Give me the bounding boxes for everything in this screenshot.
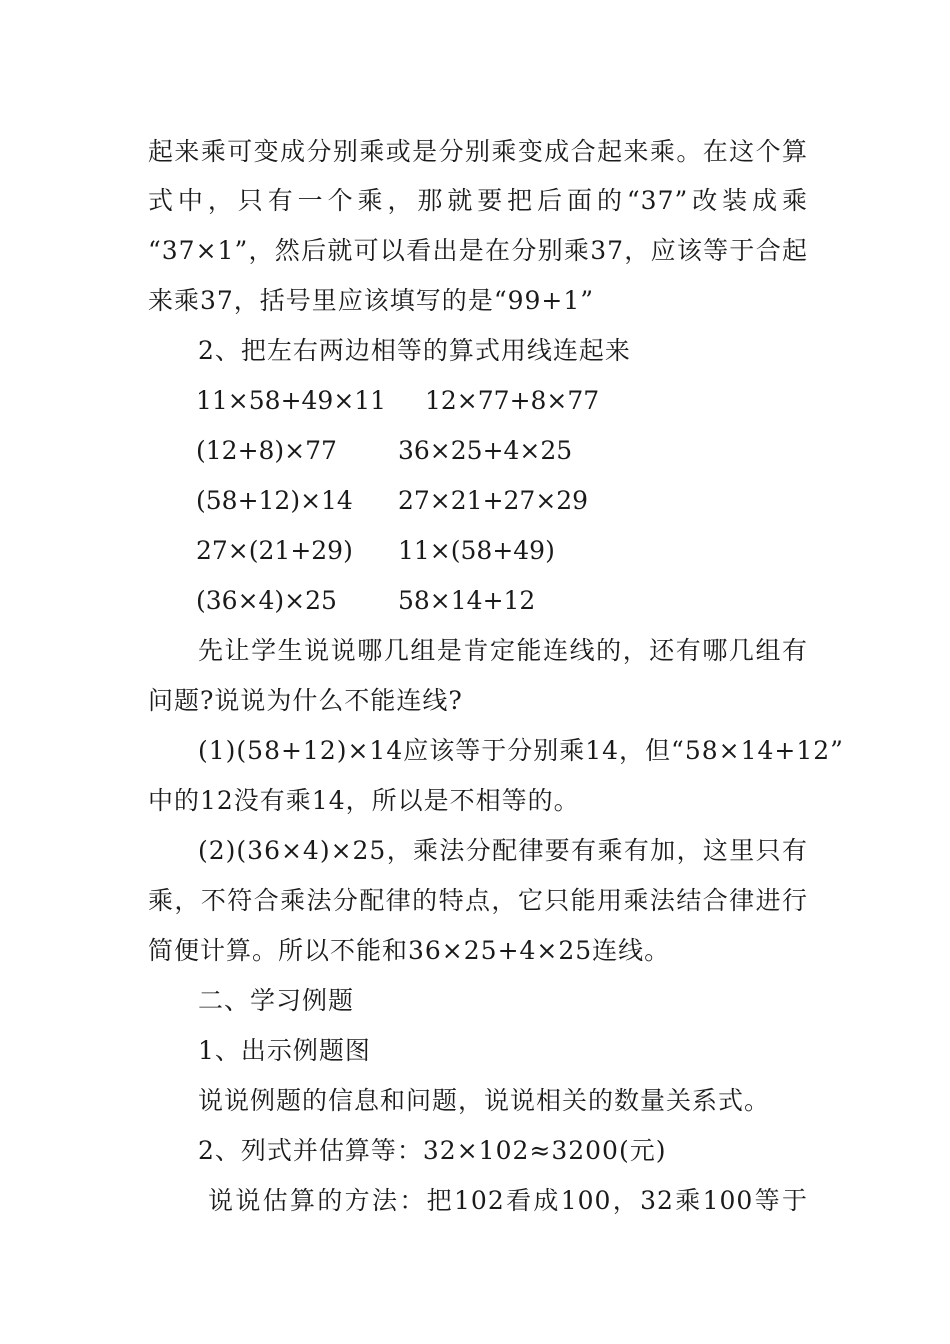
paragraph-line: 简便计算。所以不能和36×25+4×25连线。	[148, 936, 671, 965]
paragraph-line: 来乘37，括号里应该填写的是“99+1”	[148, 286, 595, 315]
paragraph-line: 问题?说说为什么不能连线?	[148, 686, 463, 715]
paragraph-line: “37×1”，然后就可以看出是在分别乘37，应该等于合起	[148, 236, 808, 265]
paragraph-line: (1)(58+12)×14应该等于分别乘14，但“58×14+12”	[198, 736, 844, 765]
exercise-title: 2、把左右两边相等的算式用线连起来	[198, 336, 631, 365]
subsection-heading: 2、列式并估算等：32×102≈3200(元)	[198, 1136, 667, 1165]
match-right-item: 58×14+12	[398, 586, 536, 615]
match-left-item: (36×4)×25	[196, 586, 337, 615]
paragraph-line: 说说估算的方法：把102看成100，32乘100等于	[208, 1186, 808, 1215]
paragraph-line: 先让学生说说哪几组是肯定能连线的，还有哪几组有	[198, 636, 808, 665]
match-right-item: 27×21+27×29	[398, 486, 589, 515]
match-left-item: 11×58+49×11	[196, 386, 387, 415]
match-right-item: 36×25+4×25	[398, 436, 573, 465]
match-right-item: 12×77+8×77	[425, 386, 600, 415]
paragraph-line: 式中，只有一个乘，那就要把后面的“37”改装成乘	[148, 186, 808, 215]
paragraph-line: 说说例题的信息和问题，说说相关的数量关系式。	[198, 1086, 771, 1115]
paragraph-line: 起来乘可变成分别乘或是分别乘变成合起来乘。在这个算	[148, 137, 808, 166]
match-left-item: (58+12)×14	[196, 486, 353, 515]
match-right-item: 11×(58+49)	[398, 536, 555, 565]
paragraph-line: 乘，不符合乘法分配律的特点，它只能用乘法结合律进行	[148, 886, 808, 915]
paragraph-line: 中的12没有乘14，所以是不相等的。	[148, 786, 580, 815]
match-left-item: (12+8)×77	[196, 436, 337, 465]
subsection-heading: 1、出示例题图	[198, 1036, 371, 1065]
section-heading: 二、学习例题	[198, 986, 355, 1015]
match-left-item: 27×(21+29)	[196, 536, 353, 565]
paragraph-line: (2)(36×4)×25，乘法分配律要有乘有加，这里只有	[198, 836, 808, 865]
